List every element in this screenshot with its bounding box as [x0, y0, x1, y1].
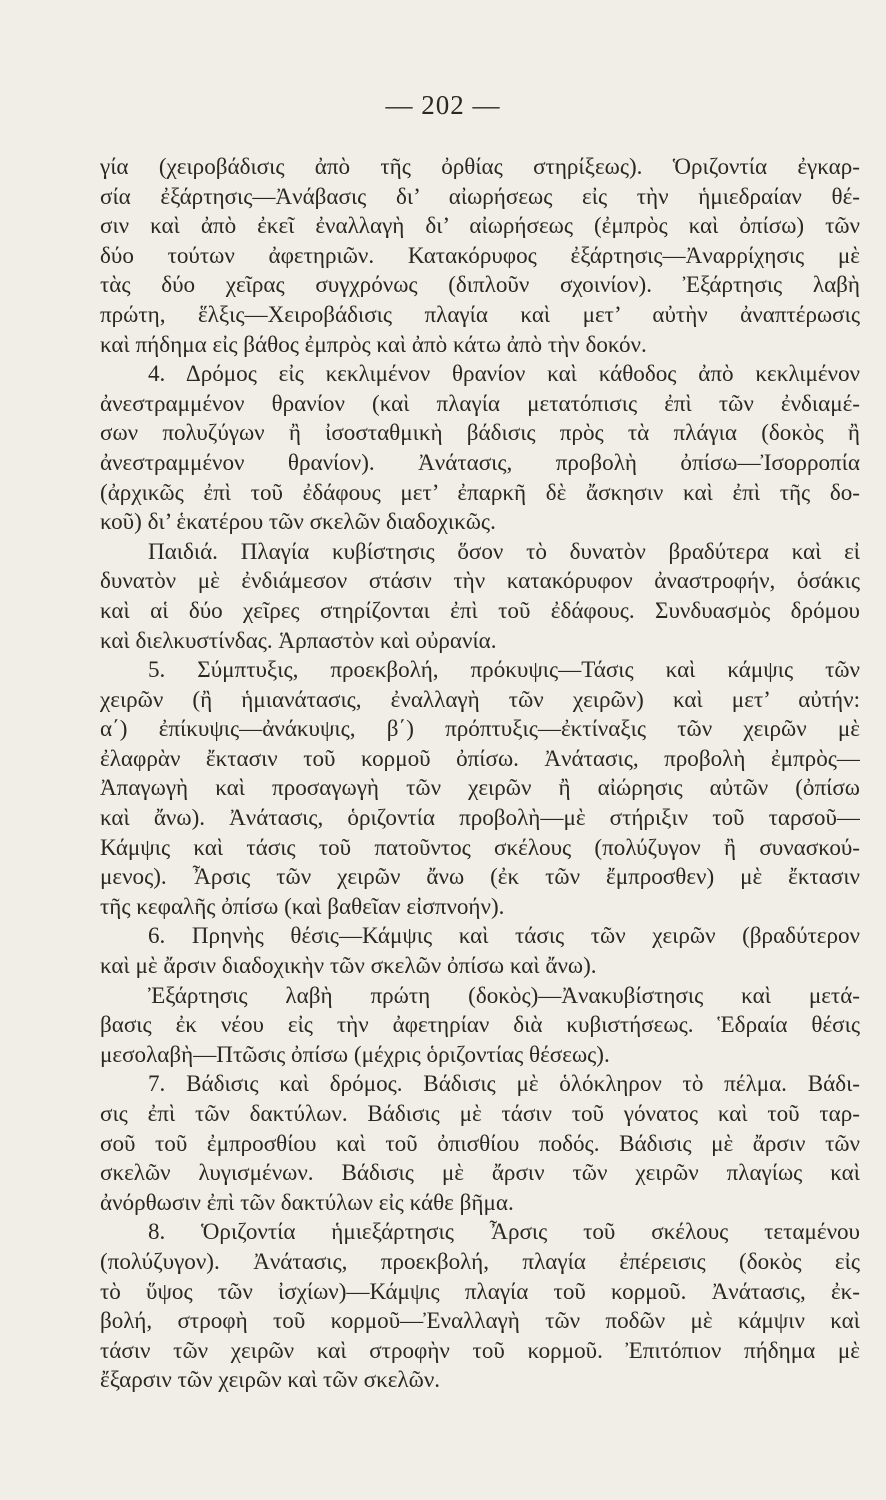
text-line: Κάμψις καὶ τάσις τοῦ πατοῦντος σκέλους (πολύζυγον ἢ συνασκού-	[100, 833, 860, 860]
text-line: βολή, στροφὴ τοῦ κορμοῦ—Ἐναλλαγὴ τῶν ποδῶν μὲ κάμψιν καὶ	[100, 1307, 860, 1334]
text-line: Ἐξάρτησις λαβὴ πρώτη (δοκὸς)—Ἀνακυβίστησις καὶ μετά-	[148, 981, 860, 1008]
text-line: τάσιν τῶν χειρῶν καὶ στροφὴν τοῦ κορμοῦ. Ἐπιτόπιον πήδημα μὲ	[100, 1336, 860, 1363]
paragraph	[100, 921, 860, 980]
text-line: κοῦ) δι’ ἑκατέρου τῶν σκελῶν διαδοχικῶς.	[100, 508, 496, 535]
text-body	[100, 152, 860, 1395]
text-line: καὶ αἱ δύο χεῖρες στηρίζονται ἐπὶ τοῦ ἐδάφους. Συνδυασμὸς δρόμου	[100, 596, 860, 623]
text-line: καὶ ἄνω). Ἀνάτασις, ὁριζοντία προβολὴ—μὲ στήριξιν τοῦ ταρσοῦ—	[100, 804, 860, 831]
text-line: ἀνόρθωσιν ἐπὶ τῶν δακτύλων εἰς κάθε βῆμα.	[100, 1188, 514, 1215]
text-line: μενος). Ἆρσις τῶν χειρῶν ἄνω (ἐκ τῶν ἔμπροσθεν) μὲ ἔκτασιν	[100, 863, 860, 890]
text-line: καὶ πήδημα εἰς βάθος ἐμπρὸς καὶ ἀπὸ κάτω ἀπὸ τὴν δοκόν.	[100, 330, 647, 357]
text-line: 7. Βάδισις καὶ δρόμος. Βάδισις μὲ ὁλόκληρον τὸ πέλμα. Βάδι-	[148, 1070, 860, 1097]
text-line: ἐλαφρὰν ἔκτασιν τοῦ κορμοῦ ὀπίσω. Ἀνάτασις, προβολὴ ἐμπρὸς—	[100, 744, 860, 771]
text-line: (πολύζυγον). Ἀνάτασις, προεκβολή, πλαγία ἐπέρεισις (δοκὸς εἰς	[100, 1247, 860, 1274]
paragraph	[100, 1217, 860, 1395]
page-number: — 202 —	[385, 90, 501, 120]
text-line: 5. Σύμπτυξις, προεκβολή, πρόκυψις—Τάσις καὶ κάμψις τῶν	[148, 656, 860, 683]
paragraph	[100, 1069, 860, 1217]
text-line: καὶ μὲ ἄρσιν διαδοχικὴν τῶν σκελῶν ὀπίσω καὶ ἄνω).	[100, 952, 597, 979]
text-line: 8. Ὁριζοντία ἡμιεξάρτησις Ἆρσις τοῦ σκέλους τεταμένου	[148, 1218, 860, 1245]
paragraph	[100, 537, 860, 655]
paragraph	[100, 359, 860, 537]
text-line: μεσολαβὴ—Πτῶσις ὀπίσω (μέχρις ὁριζοντίας θέσεως).	[100, 1040, 610, 1067]
text-line: δυνατὸν μὲ ἐνδιάμεσον στάσιν τὴν κατακόρυφον ἀναστροφήν, ὁσάκις	[100, 567, 860, 594]
text-line: σων πολυζύγων ἢ ἰσοσταθμικὴ βάδισις πρὸς τὰ πλάγια (δοκὸς ἢ	[100, 419, 860, 446]
text-line: 6. Πρηνὴς θέσις—Κάμψις καὶ τάσις τῶν χειρῶν (βραδύτερον	[148, 922, 860, 949]
text-line: ἔξαρσιν τῶν χειρῶν καὶ τῶν σκελῶν.	[100, 1366, 441, 1393]
text-line: γία (χειροβάδισις ἀπὸ τῆς ὀρθίας στηρίξεως). Ὁριζοντία ἐγκαρ-	[100, 153, 860, 179]
text-line: (ἀρχικῶς ἐπὶ τοῦ ἐδάφους μετ’ ἐπαρκῆ δὲ ἄσκησιν καὶ ἐπὶ τῆς δο-	[100, 478, 860, 505]
text-line: τὸ ὕψος τῶν ἰσχίων)—Κάμψις πλαγία τοῦ κορμοῦ. Ἀνάτασις, ἐκ-	[100, 1277, 860, 1304]
text-line: α΄) ἐπίκυψις—ἀνάκυψις, β΄) πρόπτυξις—ἐκτίναξις τῶν χειρῶν μὲ	[100, 715, 860, 742]
text-line: δύο τούτων ἀφετηριῶν. Κατακόρυφος ἐξάρτησις—Ἀναρρίχησις μὲ	[100, 241, 860, 268]
text-line: χειρῶν (ἢ ἡμιανάτασις, ἐναλλαγὴ τῶν χειρῶν) καὶ μετ’ αὐτήν:	[100, 685, 860, 712]
text-line: σιν καὶ ἀπὸ ἐκεῖ ἐναλλαγὴ δι’ αἰωρήσεως (ἐμπρὸς καὶ ὀπίσω) τῶν	[100, 212, 860, 239]
text-line: 4. Δρόμος εἰς κεκλιμένον θρανίον καὶ κάθοδος ἀπὸ κεκλιμένον	[148, 360, 860, 387]
text-line: ἀνεστραμμένον θρανίον (καὶ πλαγία μετατόπισις ἐπὶ τῶν ἐνδιαμέ-	[100, 389, 860, 416]
text-line: καὶ διελκυστίνδας. Ἁρπαστὸν καὶ οὐρανία.	[100, 626, 497, 653]
text-line: ἀνεστραμμένον θρανίον). Ἀνάτασις, προβολὴ ὀπίσω—Ἰσορροπία	[100, 448, 860, 475]
text-line: σία ἐξάρτησις—Ἀνάβασις δι’ αἰωρήσεως εἰς τὴν ἡμιεδραίαν θέ-	[100, 182, 860, 209]
text-line: βασις ἐκ νέου εἰς τὴν ἀφετηρίαν διὰ κυβιστήσεως. Ἑδραία θέσις	[100, 1011, 860, 1038]
text-line: Παιδιά. Πλαγία κυβίστησις ὅσον τὸ δυνατὸν βραδύτερα καὶ εἰ	[148, 537, 860, 564]
paragraph	[100, 981, 860, 1070]
text-line: Ἀπαγωγὴ καὶ προσαγωγὴ τῶν χειρῶν ἢ αἰώρησις αὐτῶν (ὀπίσω	[100, 774, 860, 801]
text-line: τῆς κεφαλῆς ὀπίσω (καὶ βαθεῖαν εἰσπνοήν).	[100, 892, 505, 919]
text-line: σοῦ τοῦ ἐμπροσθίου καὶ τοῦ ὀπισθίου ποδός. Βάδισις μὲ ἄρσιν τῶν	[100, 1129, 860, 1156]
text-line: πρώτη, ἕλξις—Χειροβάδισις πλαγία καὶ μετ’ αὐτὴν ἀναπτέρωσις	[100, 300, 860, 327]
paragraph	[100, 655, 860, 921]
text-line: σκελῶν λυγισμένων. Βάδισις μὲ ἄρσιν τῶν χειρῶν πλαγίως καὶ	[100, 1159, 860, 1186]
text-line: τὰς δύο χεῖρας συγχρόνως (διπλοῦν σχοινίον). Ἐξάρτησις λαβὴ	[100, 271, 860, 298]
text-line: σις ἐπὶ τῶν δακτύλων. Βάδισις μὲ τάσιν τοῦ γόνατος καὶ τοῦ ταρ-	[100, 1100, 860, 1126]
paragraph	[100, 152, 860, 359]
